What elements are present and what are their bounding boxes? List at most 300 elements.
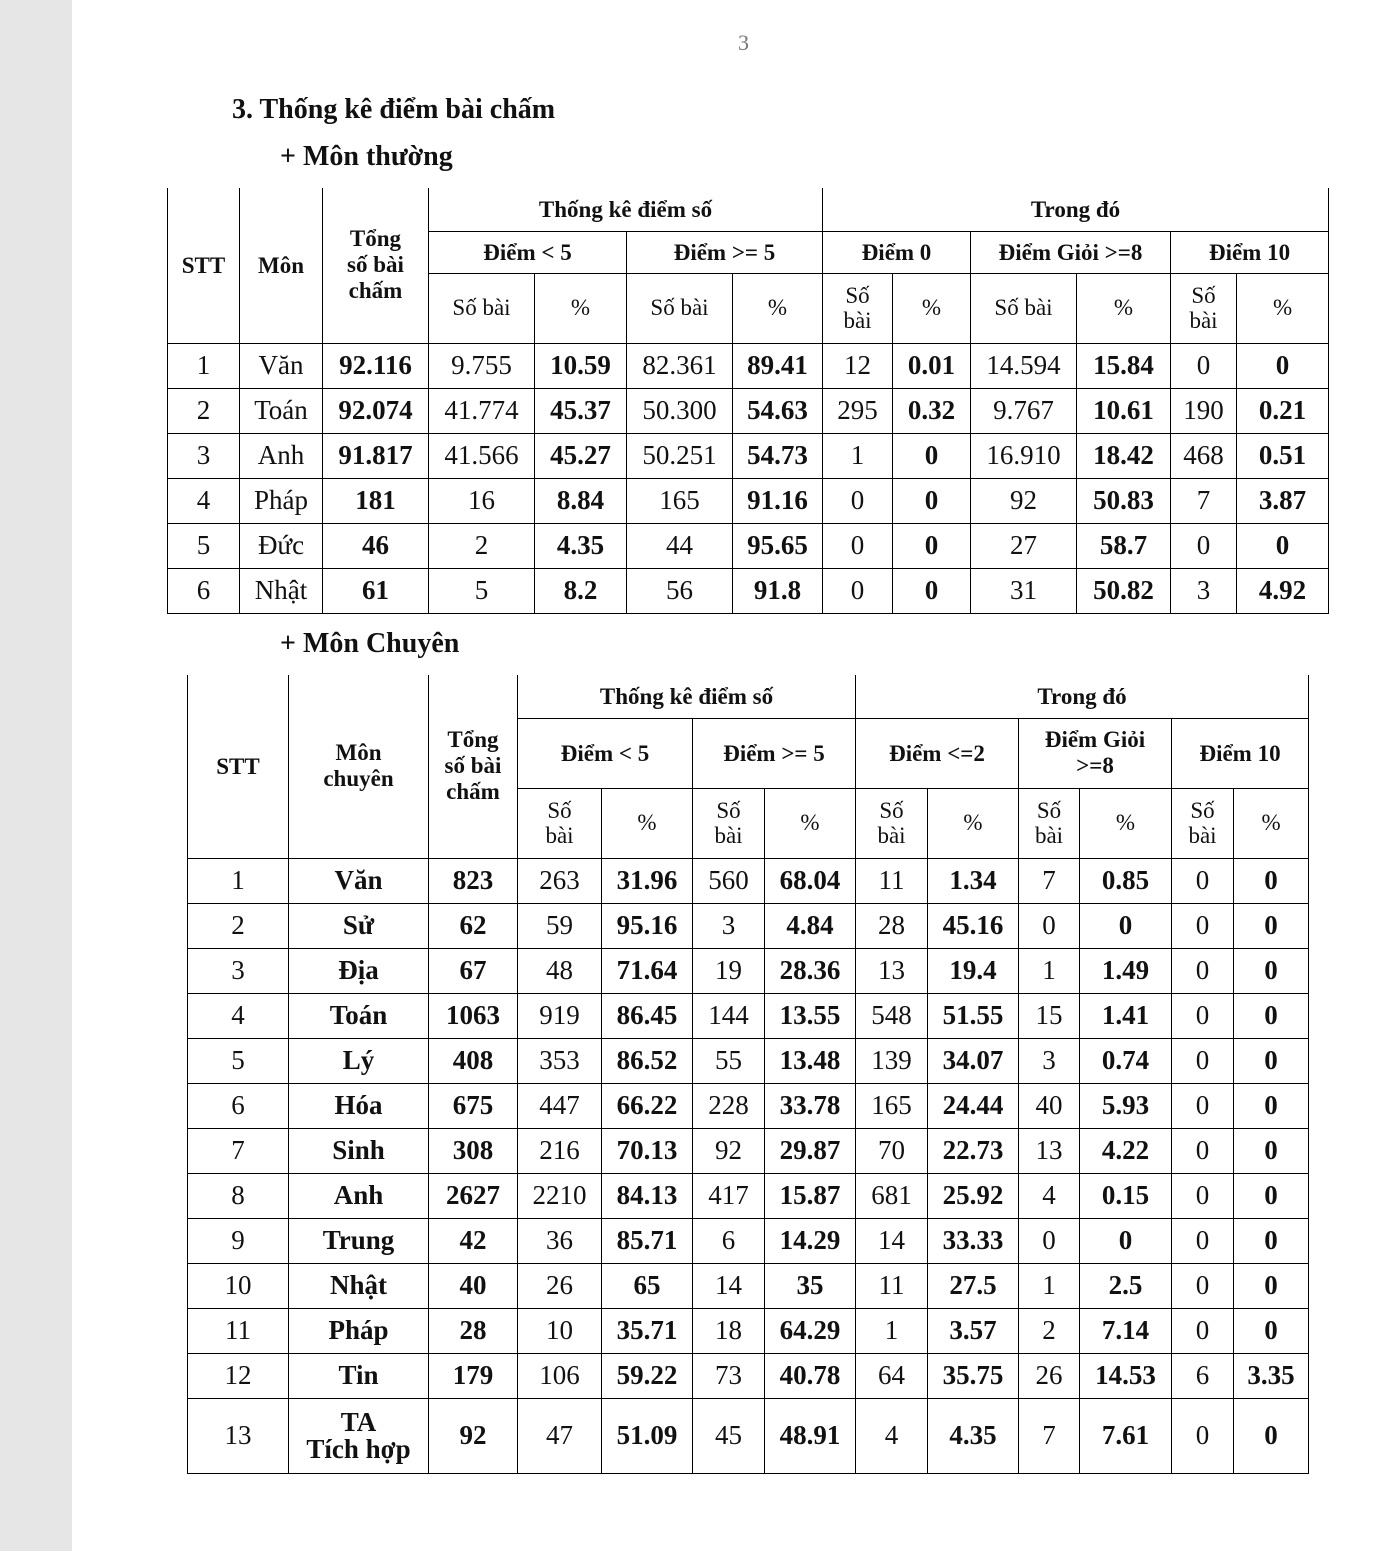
- table-cell: 19: [693, 948, 765, 993]
- table-cell: 86.45: [602, 993, 693, 1038]
- table-cell: 4.35: [928, 1398, 1019, 1473]
- table-cell: 3.35: [1234, 1353, 1309, 1398]
- table1-title: + Môn thường: [280, 141, 453, 172]
- table-cell: 10: [188, 1263, 289, 1308]
- table-cell: 44: [627, 523, 733, 568]
- table-cell: 1.34: [928, 858, 1019, 903]
- table-cell: 0.15: [1080, 1173, 1172, 1218]
- table-cell: 84.13: [602, 1173, 693, 1218]
- table-cell: 3: [1019, 1038, 1080, 1083]
- table-cell: 6: [693, 1218, 765, 1263]
- table-cell: 68.04: [765, 858, 856, 903]
- table-cell: 56: [627, 568, 733, 613]
- table-cell: 0: [1172, 903, 1234, 948]
- header-trong-do: Trong đó: [856, 675, 1309, 718]
- table-cell: 228: [693, 1083, 765, 1128]
- table-cell: 58.7: [1077, 523, 1171, 568]
- table-cell: 2: [168, 388, 240, 433]
- table-cell: 8: [188, 1173, 289, 1218]
- subheader-pct: %: [765, 788, 856, 858]
- table-cell: 50.83: [1077, 478, 1171, 523]
- subheader-so-bai: Số bài: [856, 788, 928, 858]
- table-cell: 45.27: [535, 433, 627, 478]
- table-cell: 165: [627, 478, 733, 523]
- table-cell: 86.52: [602, 1038, 693, 1083]
- table-cell: 89.41: [733, 343, 823, 388]
- table-cell: Địa: [289, 948, 429, 993]
- table-cell: Pháp: [289, 1308, 429, 1353]
- table-cell: 40: [1019, 1083, 1080, 1128]
- table-cell: 353: [518, 1038, 602, 1083]
- header-tong: Tổng số bài chấm: [323, 188, 429, 343]
- table-cell: 26: [518, 1263, 602, 1308]
- table-cell: 106: [518, 1353, 602, 1398]
- header-diem-10: Điểm 10: [1171, 231, 1329, 273]
- table-cell: Toán: [289, 993, 429, 1038]
- table-cell: 91.817: [323, 433, 429, 478]
- table-cell: 190: [1171, 388, 1237, 433]
- table-cell: 8.84: [535, 478, 627, 523]
- table-cell: 0: [1237, 343, 1329, 388]
- table-cell: 0.51: [1237, 433, 1329, 478]
- table-cell: 13.55: [765, 993, 856, 1038]
- table-cell: 3: [188, 948, 289, 993]
- table-cell: 0: [1234, 1308, 1309, 1353]
- header-diem-10: Điểm 10: [1172, 718, 1309, 788]
- table-cell: 16: [429, 478, 535, 523]
- table-cell: 0: [823, 568, 893, 613]
- table-cell: 36: [518, 1218, 602, 1263]
- table-cell: 13: [188, 1398, 289, 1473]
- table-cell: 0: [893, 478, 971, 523]
- table-cell: 0: [1172, 1308, 1234, 1353]
- table-cell: 0.32: [893, 388, 971, 433]
- subheader-so-bai: Số bài: [693, 788, 765, 858]
- table-cell: 18: [693, 1308, 765, 1353]
- subheader-so-bai: Số bài: [823, 273, 893, 343]
- table-row: [168, 388, 1329, 433]
- table-cell: 67: [429, 948, 518, 993]
- table-cell: 0: [1234, 948, 1309, 993]
- table-cell: 0: [1172, 1263, 1234, 1308]
- table-cell: 0: [1172, 993, 1234, 1038]
- table-cell: 7: [1171, 478, 1237, 523]
- table-cell: 4.35: [535, 523, 627, 568]
- table-cell: 91.16: [733, 478, 823, 523]
- table-cell: 29.87: [765, 1128, 856, 1173]
- table-cell: 0: [1019, 903, 1080, 948]
- table2-body: [188, 858, 1309, 1473]
- table-cell: 6: [188, 1083, 289, 1128]
- table-cell: 50.82: [1077, 568, 1171, 613]
- table-cell: 27.5: [928, 1263, 1019, 1308]
- subheader-so-bai: Số bài: [429, 273, 535, 343]
- table-cell: 179: [429, 1353, 518, 1398]
- table-cell: 70.13: [602, 1128, 693, 1173]
- table-row: [188, 1308, 1309, 1353]
- table-cell: 216: [518, 1128, 602, 1173]
- table-cell: 48: [518, 948, 602, 993]
- table-cell: 1: [168, 343, 240, 388]
- table-cell: 1: [1019, 1263, 1080, 1308]
- table-cell: 5: [168, 523, 240, 568]
- table-row: [188, 1128, 1309, 1173]
- table-cell: 1: [1019, 948, 1080, 993]
- table-cell: Sử: [289, 903, 429, 948]
- table-cell: Hóa: [289, 1083, 429, 1128]
- table-cell: 59.22: [602, 1353, 693, 1398]
- table-cell: 0: [893, 568, 971, 613]
- table-cell: Anh: [240, 433, 323, 478]
- table-cell: 35: [765, 1263, 856, 1308]
- table-row: [168, 478, 1329, 523]
- subheader-pct: %: [602, 788, 693, 858]
- table-cell: 15: [1019, 993, 1080, 1038]
- subheader-so-bai: Số bài: [1171, 273, 1237, 343]
- table-cell: 10.61: [1077, 388, 1171, 433]
- table-cell: 681: [856, 1173, 928, 1218]
- table-cell: 0: [1234, 1038, 1309, 1083]
- table-cell: 64: [856, 1353, 928, 1398]
- table-cell: 0: [1172, 1398, 1234, 1473]
- table-cell: 12: [188, 1353, 289, 1398]
- table-cell: 295: [823, 388, 893, 433]
- table-cell: Sinh: [289, 1128, 429, 1173]
- table-cell: 2210: [518, 1173, 602, 1218]
- table-cell: 0: [1172, 1083, 1234, 1128]
- table-cell: Văn: [289, 858, 429, 903]
- table-cell: 0: [893, 523, 971, 568]
- header-diem-gioi: Điểm Giỏi >=8: [971, 231, 1171, 273]
- table-cell: 0: [1171, 343, 1237, 388]
- subheader-pct: %: [893, 273, 971, 343]
- table-cell: 1063: [429, 993, 518, 1038]
- header-diem-0: Điểm 0: [823, 231, 971, 273]
- table-cell: 92: [429, 1398, 518, 1473]
- table-cell: 41.566: [429, 433, 535, 478]
- table-cell: 0: [1234, 1263, 1309, 1308]
- table-cell: 42: [429, 1218, 518, 1263]
- table-cell: 5: [429, 568, 535, 613]
- table-cell: 919: [518, 993, 602, 1038]
- header-mon-chuyen: Môn chuyên: [289, 675, 429, 858]
- table-cell: 0: [1172, 1128, 1234, 1173]
- table-cell: 31: [971, 568, 1077, 613]
- header-thong-ke: Thống kê điểm số: [429, 188, 823, 231]
- table-cell: 65: [602, 1263, 693, 1308]
- table-cell: 1: [823, 433, 893, 478]
- table-cell: 85.71: [602, 1218, 693, 1263]
- table-cell: 33.78: [765, 1083, 856, 1128]
- table-cell: 13: [1019, 1128, 1080, 1173]
- table-cell: 7.14: [1080, 1308, 1172, 1353]
- table-cell: 62: [429, 903, 518, 948]
- table-cell: 823: [429, 858, 518, 903]
- table-cell: 22.73: [928, 1128, 1019, 1173]
- table-cell: 50.300: [627, 388, 733, 433]
- table-cell: 675: [429, 1083, 518, 1128]
- table-cell: 0: [1234, 1218, 1309, 1263]
- table-cell: 92: [693, 1128, 765, 1173]
- table-cell: Trung: [289, 1218, 429, 1263]
- table-cell: 10: [518, 1308, 602, 1353]
- table-cell: 144: [693, 993, 765, 1038]
- table-row: [188, 993, 1309, 1038]
- specialized-subjects-table: [187, 675, 1309, 1474]
- header-diem-le2: Điểm <=2: [856, 718, 1019, 788]
- table-cell: 308: [429, 1128, 518, 1173]
- table-row: [188, 1398, 1309, 1473]
- table-cell: 14.594: [971, 343, 1077, 388]
- table-cell: 61: [323, 568, 429, 613]
- table-cell: Toán: [240, 388, 323, 433]
- table-cell: 5.93: [1080, 1083, 1172, 1128]
- table-cell: 51.09: [602, 1398, 693, 1473]
- table-cell: 417: [693, 1173, 765, 1218]
- table-cell: 46: [323, 523, 429, 568]
- table-cell: 35.75: [928, 1353, 1019, 1398]
- table-cell: 11: [856, 1263, 928, 1308]
- table-cell: 40: [429, 1263, 518, 1308]
- table-cell: 0: [823, 478, 893, 523]
- table-row: [188, 1083, 1309, 1128]
- table-cell: 54.73: [733, 433, 823, 478]
- table-cell: 0: [823, 523, 893, 568]
- table-cell: Văn: [240, 343, 323, 388]
- table-cell: 0: [1172, 948, 1234, 993]
- table-row: [188, 903, 1309, 948]
- table-cell: 34.07: [928, 1038, 1019, 1083]
- table-cell: 59: [518, 903, 602, 948]
- table-cell: 181: [323, 478, 429, 523]
- table-cell: 0.74: [1080, 1038, 1172, 1083]
- table-cell: 25.92: [928, 1173, 1019, 1218]
- subheader-so-bai: Số bài: [627, 273, 733, 343]
- table-cell: 92.116: [323, 343, 429, 388]
- header-trong-do: Trong đó: [823, 188, 1329, 231]
- table-cell: 47: [518, 1398, 602, 1473]
- table-cell: 0: [1172, 1038, 1234, 1083]
- table-cell: 0.01: [893, 343, 971, 388]
- table-cell: 40.78: [765, 1353, 856, 1398]
- table-cell: 7: [188, 1128, 289, 1173]
- table-cell: TA Tích hợp: [289, 1398, 429, 1473]
- subheader-pct: %: [1237, 273, 1329, 343]
- subheader-pct: %: [1080, 788, 1172, 858]
- table-cell: 28: [856, 903, 928, 948]
- table-cell: 82.361: [627, 343, 733, 388]
- table-cell: 447: [518, 1083, 602, 1128]
- subheader-so-bai: Số bài: [518, 788, 602, 858]
- table-cell: 1.41: [1080, 993, 1172, 1038]
- table-cell: 548: [856, 993, 928, 1038]
- table-row: [168, 523, 1329, 568]
- table-cell: 18.42: [1077, 433, 1171, 478]
- header-diem-lt5: Điểm < 5: [429, 231, 627, 273]
- table-cell: 263: [518, 858, 602, 903]
- table-cell: 54.63: [733, 388, 823, 433]
- table-cell: 0: [1234, 858, 1309, 903]
- table2-title: + Môn Chuyên: [280, 628, 460, 659]
- table-cell: 0: [893, 433, 971, 478]
- table-cell: Nhật: [240, 568, 323, 613]
- header-diem-ge5: Điểm >= 5: [693, 718, 856, 788]
- table-cell: 91.8: [733, 568, 823, 613]
- table-cell: 7.61: [1080, 1398, 1172, 1473]
- table-cell: 0: [1237, 523, 1329, 568]
- table-cell: 2627: [429, 1173, 518, 1218]
- table-cell: 1: [856, 1308, 928, 1353]
- table-cell: 11: [188, 1308, 289, 1353]
- table-cell: 0: [1172, 1218, 1234, 1263]
- header-mon: Môn: [240, 188, 323, 343]
- table-cell: 50.251: [627, 433, 733, 478]
- table-cell: 16.910: [971, 433, 1077, 478]
- table-cell: 7: [1019, 858, 1080, 903]
- subheader-pct: %: [535, 273, 627, 343]
- subheader-so-bai: Số bài: [971, 273, 1077, 343]
- table-cell: 28: [429, 1308, 518, 1353]
- table-cell: 4.92: [1237, 568, 1329, 613]
- table-cell: 0: [1234, 993, 1309, 1038]
- table-cell: 24.44: [928, 1083, 1019, 1128]
- table-cell: 92.074: [323, 388, 429, 433]
- table-cell: 139: [856, 1038, 928, 1083]
- table-cell: 41.774: [429, 388, 535, 433]
- table-cell: 95.16: [602, 903, 693, 948]
- table-cell: 3: [1171, 568, 1237, 613]
- table-cell: 0: [1234, 1083, 1309, 1128]
- table-cell: 165: [856, 1083, 928, 1128]
- header-thong-ke: Thống kê điểm số: [518, 675, 856, 718]
- table-cell: 3.57: [928, 1308, 1019, 1353]
- table-cell: 15.84: [1077, 343, 1171, 388]
- header-diem-lt5: Điểm < 5: [518, 718, 693, 788]
- table-cell: 9.767: [971, 388, 1077, 433]
- table-cell: Anh: [289, 1173, 429, 1218]
- header-diem-ge5: Điểm >= 5: [627, 231, 823, 273]
- table-cell: 55: [693, 1038, 765, 1083]
- table-cell: 0: [1019, 1218, 1080, 1263]
- table-cell: 70: [856, 1128, 928, 1173]
- table-row: [168, 343, 1329, 388]
- table-row: [168, 568, 1329, 613]
- table-cell: 1: [188, 858, 289, 903]
- table-cell: 31.96: [602, 858, 693, 903]
- table-cell: 2: [188, 903, 289, 948]
- table-cell: 9: [188, 1218, 289, 1263]
- table-cell: 33.33: [928, 1218, 1019, 1263]
- table-cell: 14.29: [765, 1218, 856, 1263]
- table1-body: [168, 343, 1329, 613]
- table-cell: Tin: [289, 1353, 429, 1398]
- table-cell: 0: [1234, 1173, 1309, 1218]
- section-title: 3. Thống kê điểm bài chấm: [232, 94, 556, 125]
- table-cell: 13: [856, 948, 928, 993]
- subheader-pct: %: [1234, 788, 1309, 858]
- table-cell: 64.29: [765, 1308, 856, 1353]
- table-cell: 0: [1171, 523, 1237, 568]
- table-cell: Nhật: [289, 1263, 429, 1308]
- table-cell: 3: [168, 433, 240, 478]
- table-cell: 15.87: [765, 1173, 856, 1218]
- table-cell: 6: [168, 568, 240, 613]
- table-cell: 6: [1172, 1353, 1234, 1398]
- table-cell: 27: [971, 523, 1077, 568]
- subheader-so-bai: Số bài: [1019, 788, 1080, 858]
- table-cell: 8.2: [535, 568, 627, 613]
- table-cell: 2: [1019, 1308, 1080, 1353]
- table-row: [188, 1263, 1309, 1308]
- regular-subjects-table: [167, 188, 1329, 614]
- subheader-pct: %: [733, 273, 823, 343]
- table-cell: 48.91: [765, 1398, 856, 1473]
- table-cell: 26: [1019, 1353, 1080, 1398]
- table-cell: 0: [1080, 903, 1172, 948]
- page-number: 3: [738, 30, 749, 55]
- table-cell: 35.71: [602, 1308, 693, 1353]
- table-cell: 3.87: [1237, 478, 1329, 523]
- table-row: [188, 1038, 1309, 1083]
- table-cell: 92: [971, 478, 1077, 523]
- table-cell: 0: [1172, 858, 1234, 903]
- subheader-pct: %: [928, 788, 1019, 858]
- table-cell: 10.59: [535, 343, 627, 388]
- table-cell: 45.16: [928, 903, 1019, 948]
- table-cell: 560: [693, 858, 765, 903]
- table-cell: 95.65: [733, 523, 823, 568]
- table-cell: 14: [856, 1218, 928, 1263]
- table-cell: 4.84: [765, 903, 856, 948]
- table-cell: 19.4: [928, 948, 1019, 993]
- table-cell: Lý: [289, 1038, 429, 1083]
- table-cell: 13.48: [765, 1038, 856, 1083]
- header-tong: Tổng số bài chấm: [429, 675, 518, 858]
- table-cell: Đức: [240, 523, 323, 568]
- table-cell: 5: [188, 1038, 289, 1083]
- table-cell: 0: [1234, 1398, 1309, 1473]
- table-cell: 73: [693, 1353, 765, 1398]
- table-cell: 45.37: [535, 388, 627, 433]
- table-cell: 2.5: [1080, 1263, 1172, 1308]
- table-cell: 4: [188, 993, 289, 1038]
- table-cell: 4.22: [1080, 1128, 1172, 1173]
- table-row: [188, 1353, 1309, 1398]
- table-cell: 0: [1172, 1173, 1234, 1218]
- table-cell: 408: [429, 1038, 518, 1083]
- header-stt: STT: [168, 188, 240, 343]
- header-diem-gioi: Điểm Giỏi >=8: [1019, 718, 1172, 788]
- table-cell: 0: [1080, 1218, 1172, 1263]
- table-row: [188, 1218, 1309, 1263]
- table-cell: 2: [429, 523, 535, 568]
- table-cell: 12: [823, 343, 893, 388]
- table-cell: 0.21: [1237, 388, 1329, 433]
- table-cell: 14.53: [1080, 1353, 1172, 1398]
- table-cell: 0: [1234, 903, 1309, 948]
- table-cell: 28.36: [765, 948, 856, 993]
- subheader-pct: %: [1077, 273, 1171, 343]
- table-cell: Pháp: [240, 478, 323, 523]
- table-cell: 71.64: [602, 948, 693, 993]
- table-cell: 45: [693, 1398, 765, 1473]
- table-cell: 3: [693, 903, 765, 948]
- table-row: [188, 1173, 1309, 1218]
- table-cell: 7: [1019, 1398, 1080, 1473]
- table-cell: 9.755: [429, 343, 535, 388]
- header-stt: STT: [188, 675, 289, 858]
- table-cell: 11: [856, 858, 928, 903]
